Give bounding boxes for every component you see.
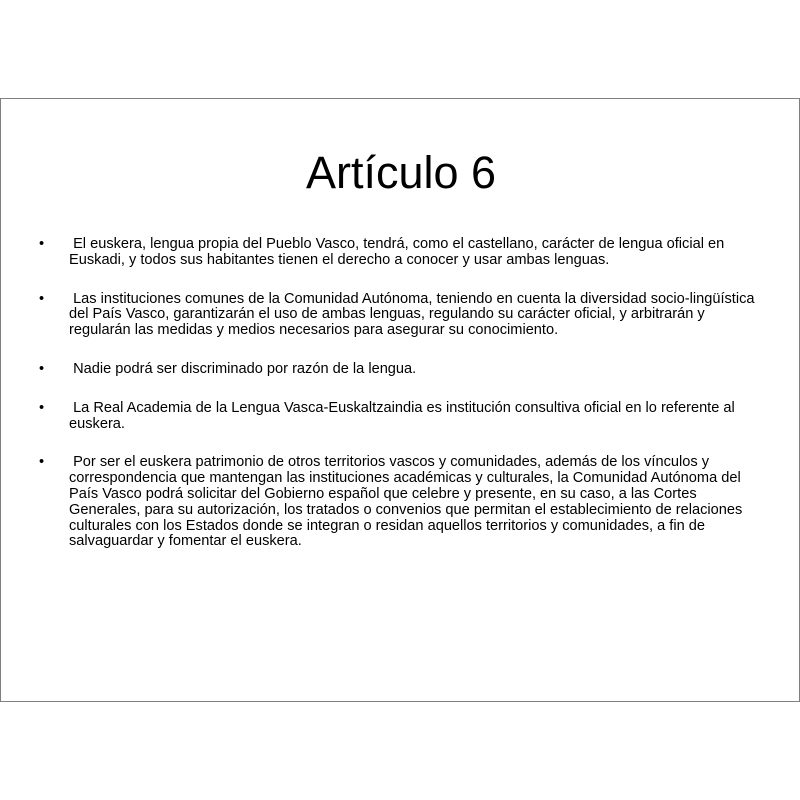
- bullet-item: [1, 237, 800, 269]
- bullet-text: Por ser el euskera patrimonio de otros territorios vascos y comunidades, además de los vínculos y correspondencia que mantengan las instituciones académicas y culturales, la Comunidad Autónoma del País Vasco podrá solicitar del Gobierno español que celebre y presente, en su caso, a las Cortes Generales, para su autorización, los tratados o convenios que permitan el establecimiento de relaciones culturales con los Estados donde se integran o residan aquellos territorios y comunidades, a fin de salvaguardar y fomentar el euskera.: [69, 454, 747, 550]
- bullet-marker: •: [39, 360, 45, 377]
- bullet-item: [1, 455, 800, 550]
- bullet-text: Nadie podrá ser discriminado por razón de la lengua.: [69, 360, 417, 377]
- slide-title: Artículo 6: [305, 147, 497, 198]
- bullet-text: El euskera, lengua propia del Pueblo Vasco, tendrá, como el castellano, carácter de lengua oficial en Euskadi, y todos sus habitantes tienen el derecho a conocer y usar ambas lenguas.: [69, 236, 729, 268]
- bullet-item: [1, 292, 800, 339]
- bullet-item: [1, 401, 800, 433]
- bullet-marker: •: [39, 290, 45, 307]
- bullet-text: Las instituciones comunes de la Comunidad Autónoma, teniendo en cuenta la diversidad socio-lingüística del País Vasco, garantizarán el uso de ambas lenguas, regulando su carácter oficial, y arbitrarán y regularán las medidas y medios necesarios para asegurar su conocimiento.: [69, 290, 759, 339]
- bullet-marker: •: [39, 454, 45, 471]
- bullet-marker: •: [39, 399, 45, 416]
- bullet-marker: •: [39, 236, 45, 252]
- slide: [0, 98, 800, 702]
- bullet-text: La Real Academia de la Lengua Vasca-Euskaltzaindia es institución consultiva oficial en lo referente al euskera.: [69, 399, 739, 432]
- bullet-list: [1, 237, 800, 573]
- bullet-item: [1, 362, 800, 378]
